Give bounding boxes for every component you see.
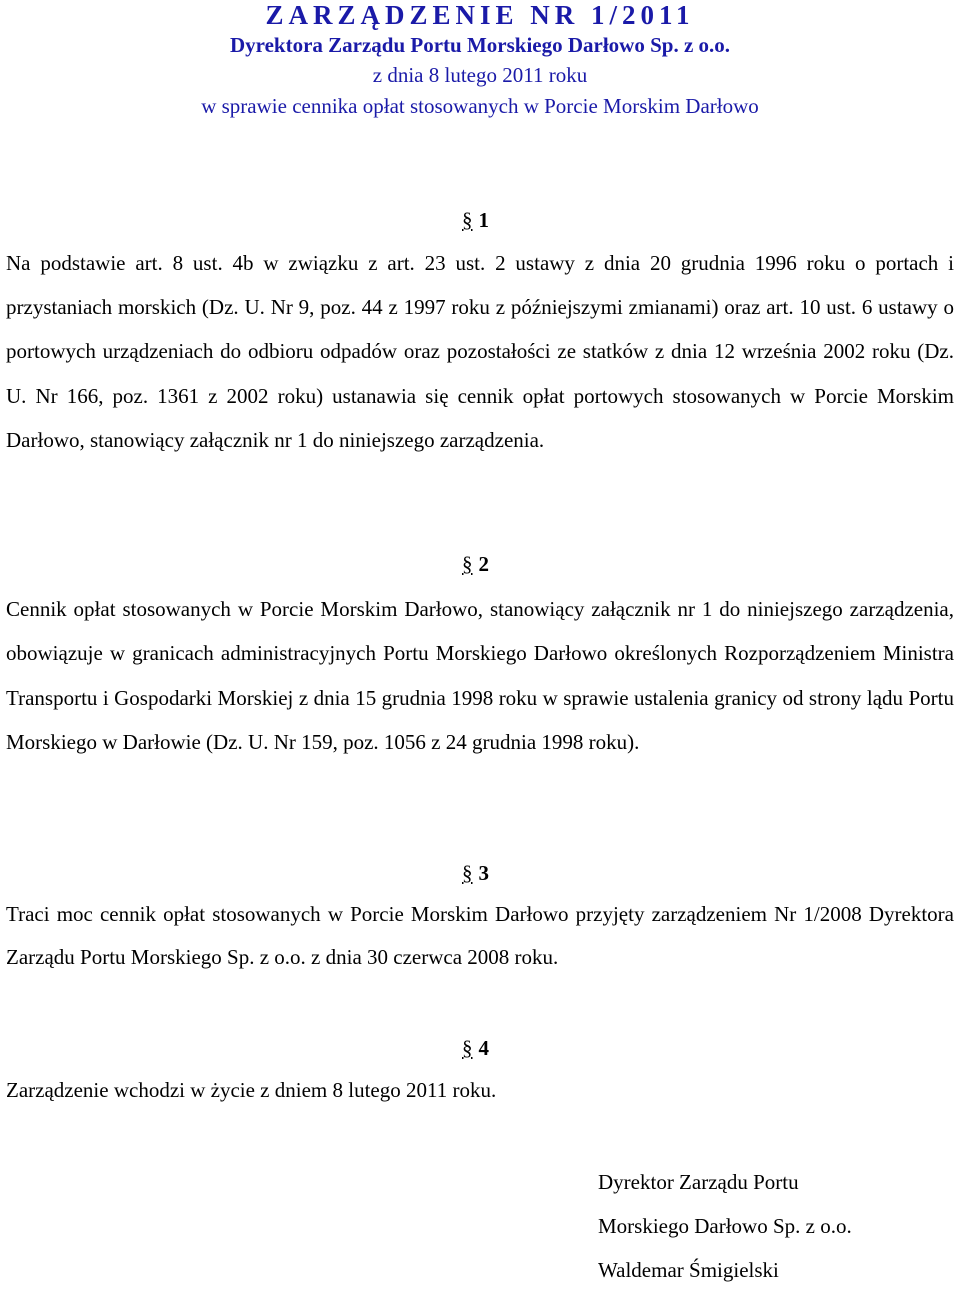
document-subject: w sprawie cennika opłat stosowanych w Porcie Morskim Darłowo bbox=[201, 94, 759, 118]
document-header bbox=[0, 0, 960, 122]
section-number: 3 bbox=[478, 861, 489, 885]
section-4-heading bbox=[462, 1036, 489, 1060]
section-3-heading bbox=[462, 861, 489, 885]
signature-name: Waldemar Śmigielski bbox=[598, 1258, 779, 1282]
section-2-heading bbox=[462, 552, 489, 576]
document-issuer: Dyrektora Zarządu Portu Morskiego Darłowo Sp. z o.o. bbox=[229, 33, 731, 57]
section-1-text: Na podstawie art. 8 ust. 4b w związku z art. 23 ust. 2 ustawy z dnia 20 grudnia 1996 roku o portach i przystaniach morskich (Dz. U. Nr 9, poz. 44 z 1997 roku z późniejszymi zmianami) oraz art. 10 ust. 6 ustawy o portowych urządzeniach do odbioru odpadów oraz pozostałości ze statków z dnia 12 września 2002 roku (Dz. U. Nr 166, poz. 1361 z 2002 roku) ustanawia się cennik opłat portowych stosowanych w Porcie Morskim Darłowo, stanowiący załącznik nr 1 do niniejszego zarządzenia. bbox=[6, 251, 954, 452]
section-2-text: Cennik opłat stosowanych w Porcie Morskim Darłowo, stanowiący załącznik nr 1 do niniejszego zarządzenia, obowiązuje w granicach administracyjnych Portu Morskiego Darłowo określonych Rozporządzeniem Ministra Transportu i Gospodarki Morskiej z dnia 15 grudnia 1998 roku w sprawie ustalenia granicy od strony lądu Portu Morskiego w Darłowie (Dz. U. Nr 159, poz. 1056 z 24 grudnia 1998 roku). bbox=[6, 597, 954, 754]
signature-company: Morskiego Darłowo Sp. z o.o. bbox=[598, 1214, 852, 1238]
section-number: 2 bbox=[478, 552, 489, 576]
section-symbol: § bbox=[462, 208, 473, 232]
signature-block bbox=[598, 1160, 852, 1292]
section-symbol: § bbox=[462, 552, 473, 576]
section-number: 1 bbox=[478, 208, 489, 232]
section-symbol: § bbox=[462, 861, 473, 885]
document-title: ZARZĄDZENIE NR 1/2011 bbox=[265, 0, 695, 30]
section-4-text: Zarządzenie wchodzi w życie z dniem 8 lutego 2011 roku. bbox=[6, 1078, 497, 1102]
section-3-text: Traci moc cennik opłat stosowanych w Porcie Morskim Darłowo przyjęty zarządzeniem Nr 1/2008 Dyrektora Zarządu Portu Morskiego Sp. z o.o. z dnia 30 czerwca 2008 roku. bbox=[6, 902, 954, 969]
section-1-heading bbox=[462, 208, 489, 232]
signature-title: Dyrektor Zarządu Portu bbox=[598, 1170, 799, 1194]
document-date: z dnia 8 lutego 2011 roku bbox=[372, 63, 588, 87]
section-number: 4 bbox=[478, 1036, 489, 1060]
section-symbol: § bbox=[462, 1036, 473, 1060]
